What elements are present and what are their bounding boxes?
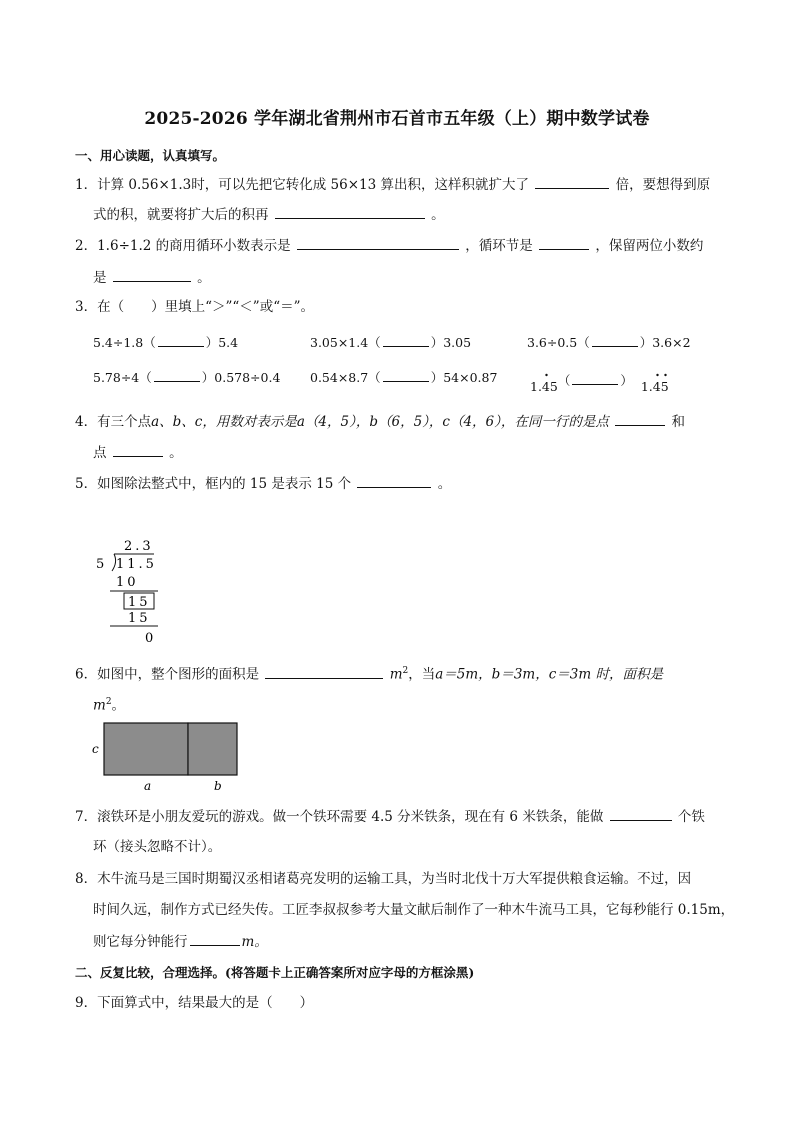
repeat-dots — [530, 371, 560, 379]
answer-blank[interactable] — [572, 371, 618, 385]
question-text: ，循环节是 — [465, 238, 533, 254]
compare-right: ）5.4 — [205, 335, 239, 350]
question-number: 4． — [75, 414, 98, 430]
question-4-line-2 — [93, 443, 183, 462]
question-1-line-1 — [75, 175, 710, 194]
compare-item-5 — [310, 368, 497, 387]
question-text: 则它每分钟能行 — [93, 934, 188, 950]
question-number: 9． — [75, 995, 98, 1011]
question-7-line-2 — [93, 838, 221, 856]
question-number: 2． — [75, 238, 98, 254]
rect-b — [188, 723, 237, 775]
question-number: 5． — [75, 476, 98, 492]
question-text: 如图中，整个图形的面积是 — [97, 666, 260, 683]
question-text: 木牛流马是三国时期蜀汉丞相诸葛亮发明的运输工具，为当时北伐十万大军提供粮食运输。不过，因 — [97, 871, 692, 887]
label-c: c — [92, 742, 99, 756]
question-text: 时间久远，制作方式已经失传。工匠李叔叔参考大量文献后制作了一种木牛流马工具，它每秒能行 0.15m， — [93, 902, 735, 918]
question-number: 1． — [75, 177, 98, 193]
question-1-line-2 — [93, 205, 445, 224]
question-text: 如图除法整式中，框内的 15 是表示 15 个 — [97, 476, 352, 492]
compare-left: 5.78÷4（ — [93, 370, 152, 385]
divisor: 5 — [96, 557, 105, 572]
question-text: 。 — [197, 270, 211, 286]
repeating-decimal-text: 1.45 — [530, 379, 558, 394]
question-text: 下面算式中，结果最大的是（ ） — [97, 995, 314, 1011]
question-text: 和 — [671, 414, 685, 430]
answer-blank[interactable] — [297, 236, 459, 250]
compare-left: 0.54×8.7（ — [310, 370, 381, 385]
repeating-decimal-left — [530, 378, 558, 396]
label-b: b — [214, 779, 222, 793]
long-division-figure — [88, 534, 178, 646]
question-6-line-2 — [93, 693, 125, 715]
compare-right: ） — [620, 373, 633, 388]
question-text: 1.6÷1.2 的商用循环小数表示是 — [97, 238, 291, 254]
question-2-line-1 — [75, 236, 703, 255]
repeat-dots — [641, 371, 671, 379]
question-text: 个铁 — [677, 809, 705, 825]
answer-blank[interactable] — [357, 474, 431, 488]
compare-right: ）54×0.87 — [430, 370, 498, 385]
repeating-decimal-text: 1.45 — [640, 379, 669, 394]
period: 。 — [111, 697, 126, 714]
question-2-line-2 — [93, 268, 211, 287]
compare-right: ）3.6×2 — [639, 335, 691, 350]
unit: m — [93, 697, 106, 714]
answer-blank[interactable] — [539, 236, 589, 250]
boxed-remainder: 15 — [128, 595, 151, 610]
compare-left: 3.6÷0.5（ — [527, 335, 590, 350]
answer-blank[interactable] — [158, 333, 204, 347]
area-figure — [88, 718, 248, 798]
question-6-line-1 — [75, 662, 663, 684]
question-7-line-1 — [75, 807, 705, 826]
question-text: a＝5m，b＝3m，c＝3m 时，面积是 — [435, 666, 663, 683]
answer-blank[interactable] — [592, 333, 638, 347]
section-heading-1: 一、用心读题，认真填写。 — [75, 148, 226, 163]
section-heading-2: 二、反复比较，合理选择。(将答题卡上正确答案所对应字母的方框涂黑) — [75, 965, 475, 980]
unit-exponent: 2 — [402, 666, 409, 676]
label-a: a — [144, 779, 152, 793]
unit: m — [389, 666, 403, 683]
dividend: 11.5 — [116, 557, 157, 572]
question-number: 8． — [75, 871, 98, 887]
compare-item-6 — [530, 373, 669, 396]
question-text: 有三个点 — [97, 414, 152, 430]
question-number: 6． — [75, 666, 98, 683]
answer-blank[interactable] — [383, 333, 429, 347]
question-text: ，当 — [408, 666, 436, 683]
answer-blank[interactable] — [190, 932, 240, 946]
answer-blank[interactable] — [113, 443, 163, 457]
question-text: 点 — [93, 445, 107, 461]
answer-blank[interactable] — [535, 175, 609, 189]
question-9-line-1 — [75, 994, 313, 1012]
question-number: 3． — [75, 299, 98, 315]
question-text: 倍，要想得到原 — [615, 177, 711, 193]
question-text: 式的积，就要将扩大后的积再 — [93, 207, 269, 223]
answer-blank[interactable] — [615, 412, 665, 426]
compare-item-4 — [93, 368, 280, 387]
compare-left: 5.4÷1.8（ — [93, 335, 156, 350]
question-4-line-1 — [75, 412, 685, 431]
answer-blank[interactable] — [113, 268, 191, 282]
unit-exponent: 2 — [105, 697, 112, 707]
question-8-line-1 — [75, 870, 691, 888]
answer-blank[interactable] — [610, 807, 672, 821]
compare-item-3 — [527, 333, 691, 352]
compare-item-1 — [93, 333, 238, 352]
repeating-decimal-right — [641, 378, 669, 396]
question-text: 。 — [431, 207, 445, 223]
answer-blank[interactable] — [383, 368, 429, 382]
compare-right: ）3.05 — [430, 335, 472, 350]
question-text: ，保留两位小数约 — [595, 238, 704, 254]
question-text: 在（ ）里填上“＞”“＜”或“＝”。 — [97, 299, 315, 315]
partial-product-1: 10 — [116, 575, 139, 590]
answer-blank[interactable] — [265, 665, 383, 679]
question-text: 环（接头忽略不计）。 — [93, 839, 222, 855]
question-text: m。 — [241, 934, 268, 950]
partial-product-2: 15 — [128, 611, 151, 626]
question-text: 计算 0.56×1.3时，可以先把它转化成 56×13 算出积，这样积就扩大了 — [97, 177, 529, 193]
compare-item-2 — [310, 333, 471, 352]
compare-left: （ — [557, 373, 571, 388]
compare-left: 3.05×1.4（ — [310, 335, 381, 350]
question-8-line-3 — [93, 932, 268, 951]
question-text: 滚铁环是小朋友爱玩的游戏。做一个铁环需要 4.5 分米铁条，现在有 6 米铁条，能做 — [97, 809, 604, 825]
compare-right: ）0.578÷0.4 — [201, 370, 281, 385]
quotient: 2.3 — [124, 539, 154, 554]
question-text: a、b、c，用数对表示是 — [151, 414, 297, 430]
question-5-line-1 — [75, 474, 451, 493]
question-number: 7． — [75, 809, 98, 825]
answer-blank[interactable] — [154, 368, 200, 382]
final-remainder: 0 — [145, 631, 154, 646]
question-text: 。 — [437, 476, 452, 492]
answer-blank[interactable] — [275, 205, 425, 219]
page-title: 2025-2026 学年湖北省荆州市石首市五年级（上）期中数学试卷 — [144, 109, 650, 129]
rect-a — [104, 723, 188, 775]
question-8-line-2 — [93, 901, 734, 919]
question-text: 。 — [169, 445, 183, 461]
question-3-line-1 — [75, 298, 314, 316]
question-text: 是 — [93, 270, 107, 286]
question-text: a（4，5），b（6，5），c（4，6），在同一行的是点 — [296, 414, 609, 430]
